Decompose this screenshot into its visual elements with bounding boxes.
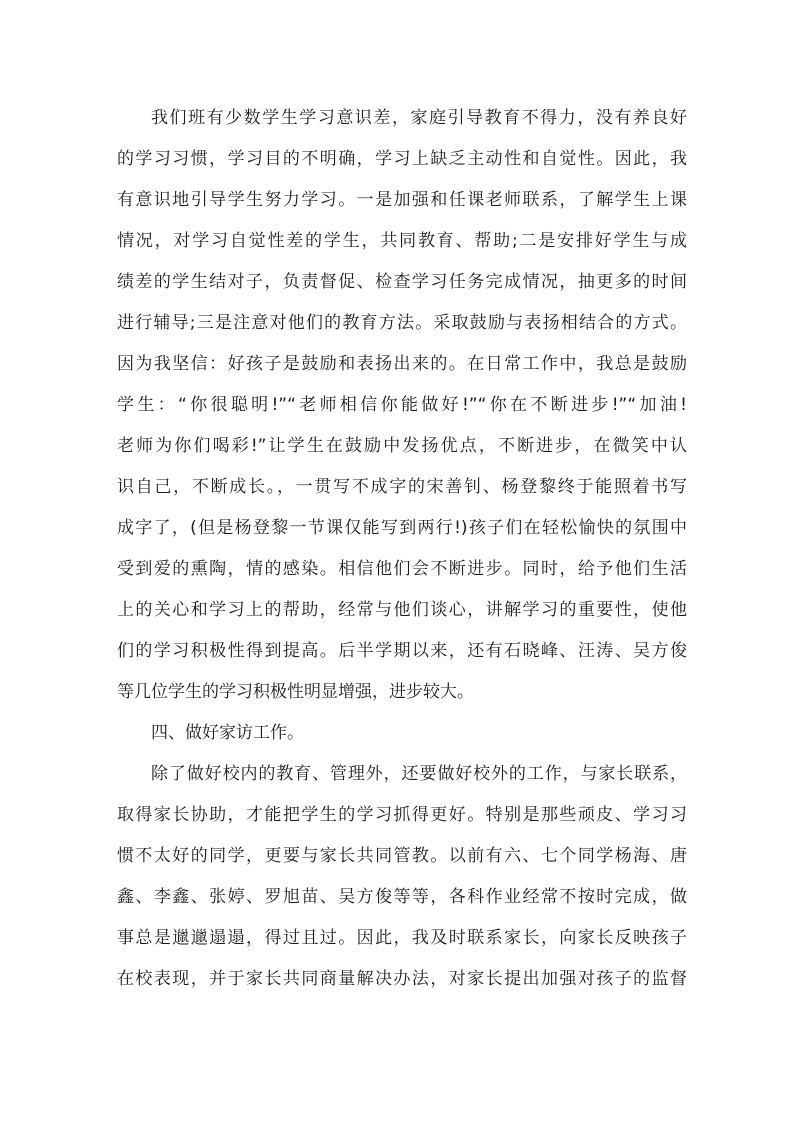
paragraph-line: 惯不太好的同学，更要与家长共同管教。以前有六、七个同学杨海、唐 — [117, 846, 687, 866]
paragraph-line: 事总是邋邋遢遢，得过且过。因此，我及时联系家长，向家长反映孩子 — [117, 928, 687, 948]
paragraph-line: 们的学习积极性得到提高。后半学期以来，还有石晓峰、汪涛、吴方俊 — [117, 641, 687, 661]
paragraph-line: 受到爱的熏陶，情的感染。相信他们会不断进步。同时，给予他们生活 — [117, 559, 687, 579]
paragraph-line: 识自己，不断成长。，一贯写不成字的宋善钊、杨登黎终于能照着书写 — [117, 477, 687, 497]
paragraph-line: 情况，对学习自觉性差的学生，共同教育、帮助;二是安排好学生与成 — [117, 231, 687, 251]
document-body — [117, 98, 687, 1000]
section-heading: 四、做好家访工作。 — [151, 723, 304, 743]
paragraph-line: 成字了，(但是杨登黎一节课仅能写到两行!)孩子们在轻松愉快的氛围中 — [117, 518, 687, 538]
paragraph-line: 我们班有少数学生学习意识差，家庭引导教育不得力，没有养良好 — [151, 108, 687, 128]
paragraph-line: 取得家长协助，才能把学生的学习抓得更好。特别是那些顽皮、学习习 — [117, 805, 687, 825]
paragraph-line: 进行辅导;三是注意对他们的教育方法。采取鼓励与表扬相结合的方式。 — [117, 313, 687, 333]
paragraph-line: 学生：“你很聪明!”“老师相信你能做好!”“你在不断进步!”“加油! — [117, 395, 687, 415]
paragraph-line: 除了做好校内的教育、管理外，还要做好校外的工作，与家长联系， — [151, 764, 687, 784]
paragraph-line: 绩差的学生结对子，负责督促、检查学习任务完成情况，抽更多的时间 — [117, 272, 687, 292]
paragraph-last-line: 等几位学生的学习积极性明显增强，进步较大。 — [117, 682, 474, 702]
paragraph-line: 的学习习惯，学习目的不明确，学习上缺乏主动性和自觉性。因此，我 — [117, 149, 687, 169]
paragraph-line: 因为我坚信：好孩子是鼓励和表扬出来的。在日常工作中，我总是鼓励 — [117, 354, 687, 374]
paragraph-line: 有意识地引导学生努力学习。一是加强和任课老师联系，了解学生上课 — [117, 190, 687, 210]
paragraph-line: 鑫、李鑫、张婷、罗旭苗、吴方俊等等，各科作业经常不按时完成，做 — [117, 887, 687, 907]
paragraph-line: 老师为你们喝彩!”让学生在鼓励中发扬优点，不断进步，在微笑中认 — [117, 436, 687, 456]
paragraph-line: 在校表现，并于家长共同商量解决办法，对家长提出加强对孩子的监督 — [117, 969, 687, 989]
paragraph-line: 上的关心和学习上的帮助，经常与他们谈心，讲解学习的重要性，使他 — [117, 600, 687, 620]
